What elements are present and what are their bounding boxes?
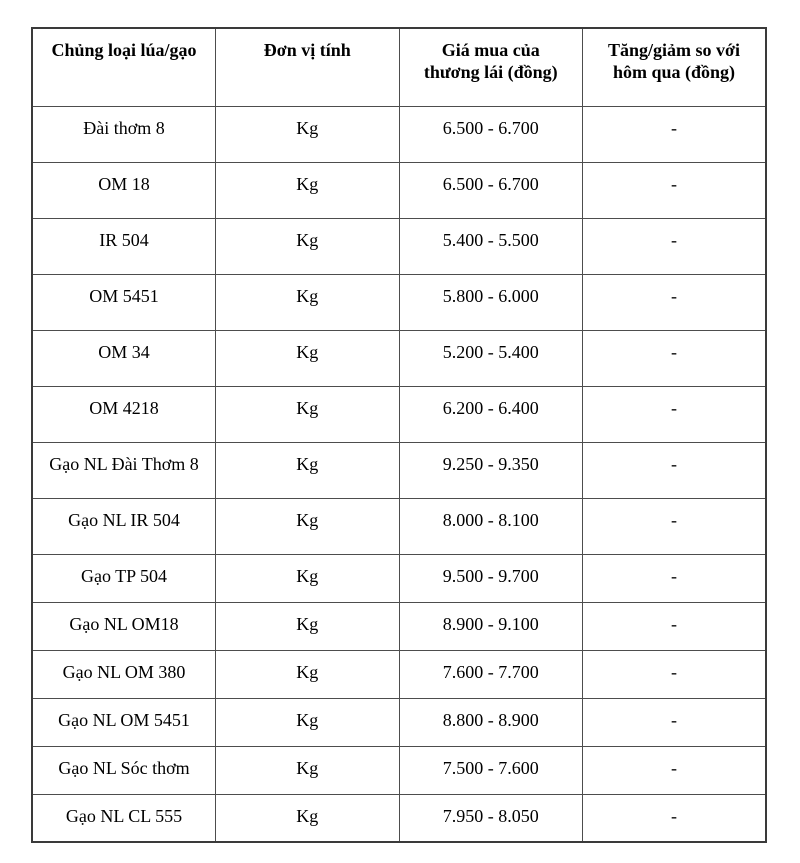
col-header-price <box>399 28 583 106</box>
cell-change: - <box>583 602 767 650</box>
cell-unit: Kg <box>216 794 400 842</box>
table-header-row <box>32 28 766 106</box>
cell-variety: OM 18 <box>32 162 216 218</box>
table-row <box>32 274 766 330</box>
col-header-price-label-line1: Giá mua của <box>441 40 540 60</box>
cell-price: 5.200 - 5.400 <box>399 330 583 386</box>
table-row <box>32 218 766 274</box>
cell-variety: Gạo NL OM 5451 <box>32 698 216 746</box>
cell-variety: Gạo NL CL 555 <box>32 794 216 842</box>
cell-price: 7.600 - 7.700 <box>399 650 583 698</box>
cell-price: 7.950 - 8.050 <box>399 794 583 842</box>
cell-price: 8.900 - 9.100 <box>399 602 583 650</box>
cell-change: - <box>583 746 767 794</box>
table-row <box>32 162 766 218</box>
col-header-unit-label: Đơn vị tính <box>263 40 351 60</box>
cell-price: 5.800 - 6.000 <box>399 274 583 330</box>
table-row <box>32 746 766 794</box>
cell-variety: OM 34 <box>32 330 216 386</box>
cell-unit: Kg <box>216 698 400 746</box>
cell-price: 9.250 - 9.350 <box>399 442 583 498</box>
cell-price: 8.800 - 8.900 <box>399 698 583 746</box>
col-header-unit <box>216 28 400 106</box>
cell-unit: Kg <box>216 442 400 498</box>
cell-variety: Gạo TP 504 <box>32 554 216 602</box>
cell-variety: OM 4218 <box>32 386 216 442</box>
cell-price: 6.500 - 6.700 <box>399 162 583 218</box>
table-row <box>32 106 766 162</box>
cell-change: - <box>583 442 767 498</box>
cell-variety: IR 504 <box>32 218 216 274</box>
cell-change: - <box>583 650 767 698</box>
cell-unit: Kg <box>216 386 400 442</box>
rice-price-table-container <box>31 27 767 843</box>
cell-change: - <box>583 330 767 386</box>
col-header-change-label-line2: hôm qua (đồng) <box>612 61 736 82</box>
table-row <box>32 442 766 498</box>
cell-price: 6.500 - 6.700 <box>399 106 583 162</box>
cell-variety: Gạo NL IR 504 <box>32 498 216 554</box>
cell-unit: Kg <box>216 106 400 162</box>
table-row <box>32 498 766 554</box>
table-row <box>32 554 766 602</box>
table-row <box>32 698 766 746</box>
col-header-price-label-line2: thương lái (đồng) <box>423 61 558 82</box>
cell-variety: Gạo NL OM 380 <box>32 650 216 698</box>
cell-change: - <box>583 386 767 442</box>
table-row <box>32 794 766 842</box>
col-header-change-label-line1: Tăng/giảm so với <box>608 40 740 60</box>
cell-change: - <box>583 794 767 842</box>
cell-variety: OM 5451 <box>32 274 216 330</box>
rice-price-table <box>31 27 767 843</box>
cell-variety: Gạo NL OM18 <box>32 602 216 650</box>
cell-unit: Kg <box>216 498 400 554</box>
cell-variety: Đài thơm 8 <box>32 106 216 162</box>
table-row <box>32 650 766 698</box>
cell-change: - <box>583 698 767 746</box>
table-row <box>32 602 766 650</box>
col-header-change <box>583 28 767 106</box>
cell-price: 9.500 - 9.700 <box>399 554 583 602</box>
cell-unit: Kg <box>216 218 400 274</box>
cell-change: - <box>583 218 767 274</box>
cell-change: - <box>583 498 767 554</box>
cell-unit: Kg <box>216 650 400 698</box>
cell-unit: Kg <box>216 602 400 650</box>
cell-unit: Kg <box>216 330 400 386</box>
col-header-variety <box>32 28 216 106</box>
col-header-variety-label: Chủng loại lúa/gạo <box>51 40 197 60</box>
cell-change: - <box>583 274 767 330</box>
cell-price: 6.200 - 6.400 <box>399 386 583 442</box>
cell-change: - <box>583 162 767 218</box>
cell-price: 7.500 - 7.600 <box>399 746 583 794</box>
cell-variety: Gạo NL Sóc thơm <box>32 746 216 794</box>
cell-unit: Kg <box>216 274 400 330</box>
cell-unit: Kg <box>216 746 400 794</box>
table-row <box>32 330 766 386</box>
cell-price: 5.400 - 5.500 <box>399 218 583 274</box>
cell-unit: Kg <box>216 162 400 218</box>
cell-unit: Kg <box>216 554 400 602</box>
cell-variety: Gạo NL Đài Thơm 8 <box>32 442 216 498</box>
table-row <box>32 386 766 442</box>
cell-price: 8.000 - 8.100 <box>399 498 583 554</box>
cell-change: - <box>583 106 767 162</box>
cell-change: - <box>583 554 767 602</box>
